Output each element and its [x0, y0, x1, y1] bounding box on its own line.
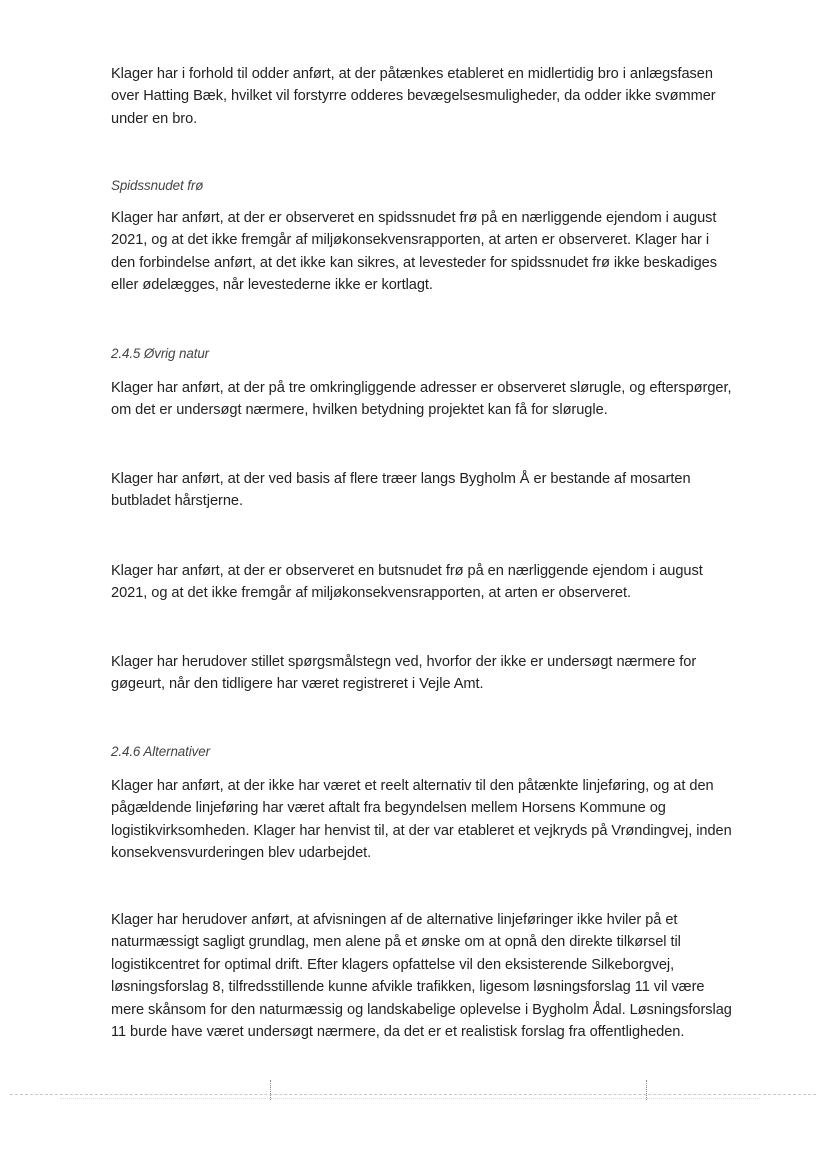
scan-artifact-line-faint: [60, 1098, 760, 1099]
paragraph-harstjerne: Klager har anført, at der ved basis af flere træer langs Bygholm Å er bestande af mosarten butbladet hårstjerne.: [111, 471, 691, 510]
heading-ovrig-natur: 2.4.5 Øvrig natur: [111, 346, 210, 361]
paragraph-losningsforslag: Klager har herudover anført, at afvisningen af de alternative linjeføringer ikke hviler på et naturmæssigt sagligt grundlag, men alene på et ønske om at opnå den direkte tilkørsel til logistikcentret for optimal drift. Efter klagers opfattelse vil den eksisterende Silkeborgvej, løsningsforslag 8, tilfredsstillende kunne afvikle trafikken, ligesom løsningsforslag 11 vil være mere skånsom for den naturmæssig og landskabelige oplevelse i Bygholm Ådal. Løsningsforslag 11 burde have været undersøgt nærmere, da det er et realistisk forslag fra offentligheden.: [111, 912, 732, 1041]
scan-artifact-mark: [646, 1080, 649, 1100]
paragraph-butsnudet-fro: Klager har anført, at der er observeret en butsnudet frø på en nærliggende ejendom i august 2021, og at det ikke fremgår af miljøkonsekvensrapporten, at arten er observeret.: [111, 563, 703, 602]
paragraph-slorugle: Klager har anført, at der på tre omkringliggende adresser er observeret slørugle, og efterspørger, om det er undersøgt nærmere, hvilken betydning projektet kan få for slørugle.: [111, 380, 732, 419]
heading-alternativer: 2.4.6 Alternativer: [111, 744, 210, 759]
paragraph-odder: Klager har i forhold til odder anført, at der påtænkes etableret en midlertidig bro i anlægsfasen over Hatting Bæk, hvilket vil forstyrre odderes bevægelsesmuligheder, da odder ikke svømmer under en bro.: [111, 66, 716, 127]
heading-spidssnudet-fro: Spidssnudet frø: [111, 178, 204, 193]
scan-artifact-mark: [270, 1080, 273, 1100]
scan-artifact-line: [10, 1094, 816, 1095]
paragraph-linjeforing: Klager har anført, at der ikke har været et reelt alternativ til den påtænkte linjeføring, og at den pågældende linjeføring har været aftalt fra begyndelsen mellem Horsens Kommune og logistikvirksomheden. Klager har henvist til, at der var etableret et vejkryds på Vrøndingvej, inden konsekvensvurderingen blev udarbejdet.: [111, 778, 732, 862]
paragraph-gogeurt: Klager har herudover stillet spørgsmålstegn ved, hvorfor der ikke er undersøgt nærmere for gøgeurt, når den tidligere har været registreret i Vejle Amt.: [111, 654, 697, 693]
paragraph-spidssnudet-fro: Klager har anført, at der er observeret en spidssnudet frø på en nærliggende ejendom i august 2021, og at det ikke fremgår af miljøkonsekvensrapporten, at arten er observeret. Klager har i den forbindelse anført, at det ikke kan sikres, at levesteder for spidssnudet frø ikke beskadiges eller ødelægges, når levestederne ikke er kortlagt.: [111, 210, 717, 294]
